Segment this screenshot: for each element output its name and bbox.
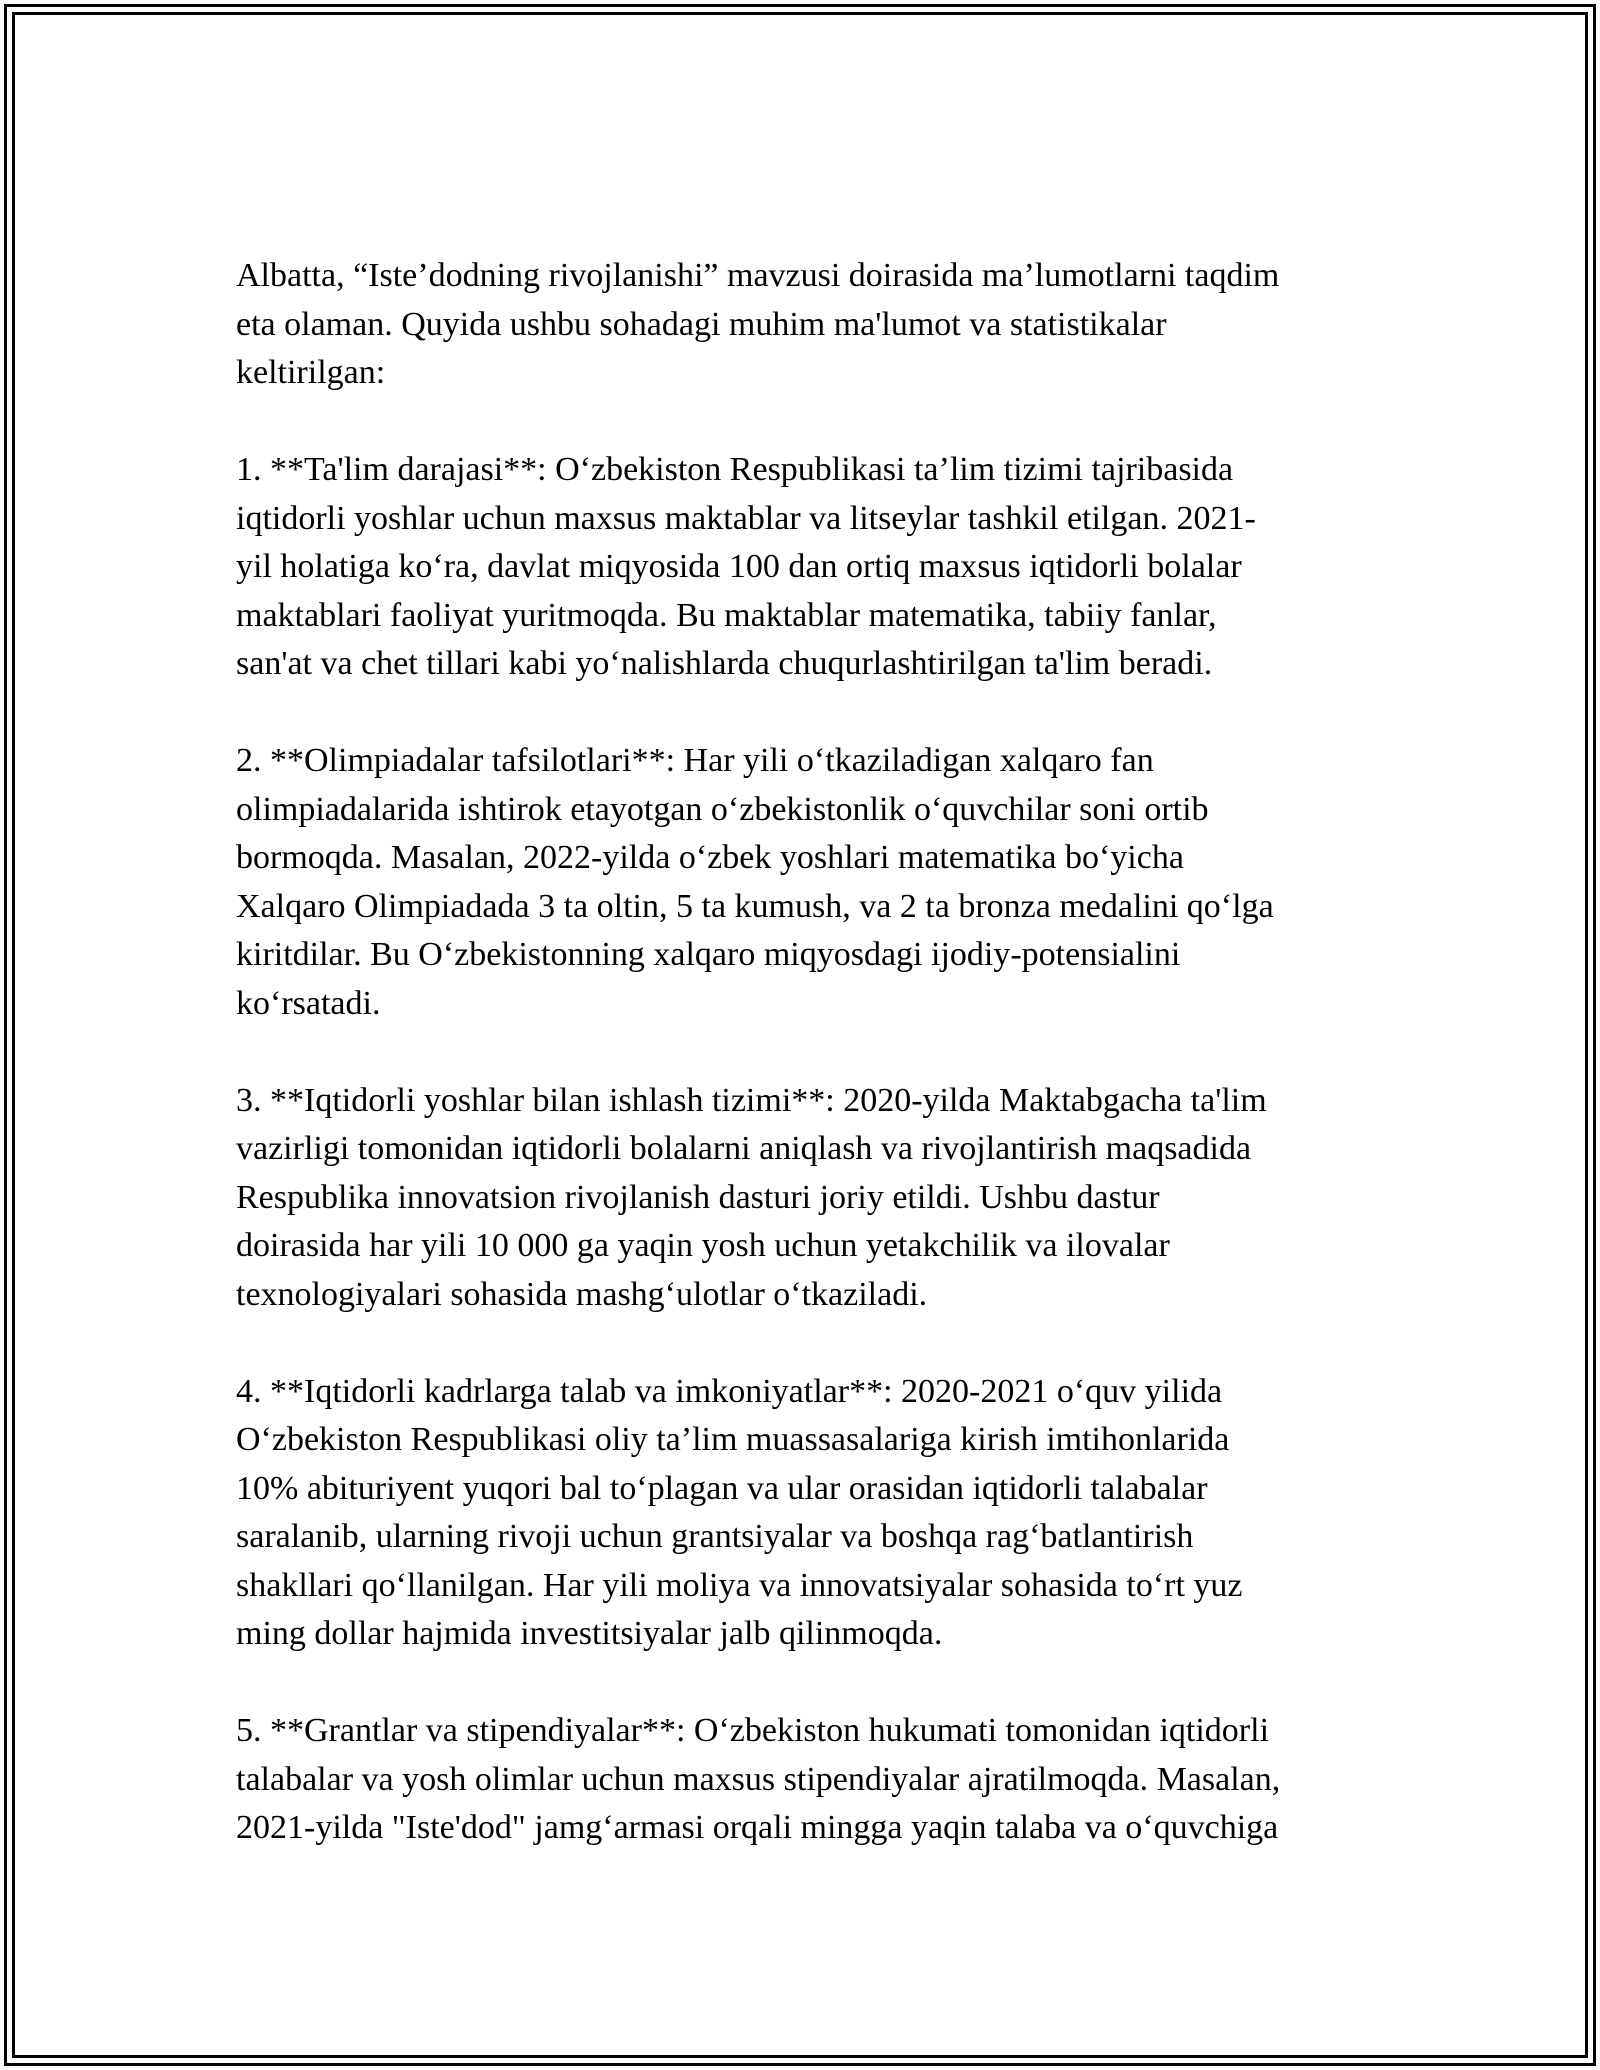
document-body [236, 252, 1386, 1901]
paragraph-olimpiadalar: 2. **Olimpiadalar tafsilotlari**: Har yili o‘tkaziladigan xalqaro fan olimpiadalarida ishtirok etayotgan o‘zbekistonlik o‘quvchilar soni ortib bormoqda. Masalan, 2022-yilda o‘zbek yoshlari matematika bo‘yicha Xalqaro Olimpiadada 3 ta oltin, 5 ta kumush, va 2 ta bronza medalini qo‘lga kiritdilar. Bu O‘zbekistonning xalqaro miqyosdagi ijodiy-potensialini ko‘rsatadi. [236, 742, 1274, 1022]
paragraph-iqtidorli-yoshlar: 3. **Iqtidorli yoshlar bilan ishlash tizimi**: 2020-yilda Maktabgacha ta'lim vazirligi tomonidan iqtidorli bolalarni aniqlash va rivojlantirish maqsadida Respublika innovatsion rivojlanish dasturi joriy etildi. Ushbu dastur doirasida har yili 10 000 ga yaqin yosh uchun yetakchilik va ilovalar texnologiyalari sohasida mashg‘ulotlar o‘tkaziladi. [236, 1081, 1267, 1313]
paragraph-grantlar: 5. **Grantlar va stipendiyalar**: O‘zbekiston hukumati tomonidan iqtidorli talabalar va yosh olimlar uchun maxsus stipendiyalar ajratilmoqda. Masalan, 2021-yilda "Iste'dod" jamg‘armasi orqali mingga yaqin talaba va o‘quvchiga [236, 1712, 1281, 1846]
paragraph-iqtidorli-kadrlar: 4. **Iqtidorli kadrlarga talab va imkoniyatlar**: 2020-2021 o‘quv yilida O‘zbekiston Respublikasi oliy ta’lim muassasalariga kirish imtihonlarida 10% abituriyent yuqori bal to‘plagan va ular orasidan iqtidorli talabalar saralanib, ularning rivoji uchun grantsiyalar va boshqa rag‘batlantirish shakllari qo‘llanilgan. Har yili moliya va innovatsiyalar sohasida to‘rt yuz ming dollar hajmida investitsiyalar jalb qilinmoqda. [236, 1372, 1243, 1652]
paragraph-talim-darajasi: 1. **Ta'lim darajasi**: O‘zbekiston Respublikasi ta’lim tizimi tajribasida iqtidorli yoshlar uchun maxsus maktablar va litseylar tashkil etilgan. 2021- yil holatiga ko‘ra, davlat miqyosida 100 dan ortiq maxsus iqtidorli bolalar maktablari faoliyat yuritmoqda. Bu maktablar matematika, tabiiy fanlar, san'at va chet tillari kabi yo‘nalishlarda chuqurlashtirilgan ta'lim beradi. [236, 451, 1256, 682]
intro-paragraph: Albatta, “Iste’dodning rivojlanishi” mavzusi doirasida ma’lumotlarni taqdim eta olaman. Quyida ushbu sohadagi muhim ma'lumot va statistikalar keltirilgan: [236, 257, 1280, 391]
